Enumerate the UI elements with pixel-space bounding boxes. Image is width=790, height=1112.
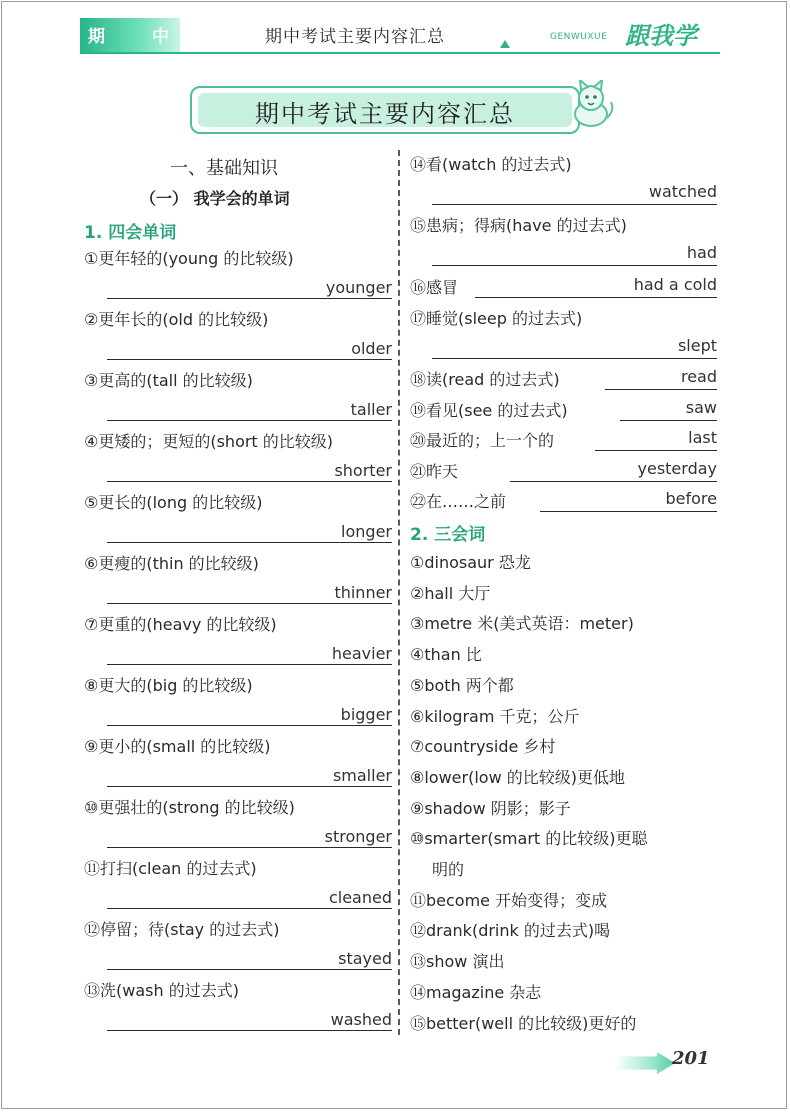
word-entry: ⑭magazine 杂志 [410,982,542,1002]
vocab-question: ⑥更瘦的(thin 的比较级) [84,554,259,573]
vocab-question: ⑱读(read 的过去式) [410,370,560,389]
vocab-question: ⑰睡觉(sleep 的过去式) [410,309,583,328]
vocab-question: ㉑昨天 [410,461,459,481]
vocab-answer: smaller [332,766,392,785]
header-tag [80,18,180,54]
answer-underline [432,265,717,266]
page-number: 201 [672,1048,710,1069]
vocab-question: ⑭看(watch 的过去式) [410,155,572,174]
word-entry: ⑥kilogram 千克；公斤 [410,706,580,726]
word-entry: ③metre 米(美式英语：meter) [410,614,634,634]
answer-underline [107,664,392,665]
answer-underline [107,298,392,299]
answer-underline [107,908,392,909]
section-heading: 一、基础知识 [170,158,278,179]
subsection-heading: （一） 我学会的单词 [140,189,290,208]
column-divider [398,150,400,1035]
vocab-question: ㉒在……之前 [410,492,507,511]
vocab-answer: bigger [340,705,392,724]
word-entry: ⑨shadow 阴影；影子 [410,798,571,818]
answer-underline [510,481,717,482]
vocab-question: ⑦更重的(heavy 的比较级) [84,615,277,634]
vocab-question: ⑩更强壮的(strong 的比较级) [84,798,295,817]
vocab-answer: had a cold [633,275,717,294]
vocab-answer: saw [685,397,717,417]
vocab-question: ⑨更小的(small 的比较级) [84,737,271,756]
vocab-answer: longer [341,522,392,541]
vocab-answer: older [351,339,392,358]
vocab-answer: heavier [331,644,392,663]
word-entry: ⑦countryside 乡村 [410,737,556,757]
vocab-answer: cleaned [328,888,392,907]
vocab-answer: watched [648,182,717,201]
word-entry: ②hall 大厅 [410,583,491,603]
vocab-question: ⑤更长的(long 的比较级) [84,493,263,512]
answer-underline [107,603,392,604]
word-entry: ⑪become 开始变得；变成 [410,890,608,910]
header-rule [80,52,720,54]
word-entry: ⑤both 两个都 [410,675,514,695]
vocab-answer: before [665,489,717,508]
banner-title: 期中考试主要内容汇总 [255,100,515,128]
answer-underline [107,481,392,482]
title-banner [190,86,580,134]
vocab-answer: shorter [334,461,392,480]
vocab-answer: stronger [324,827,392,846]
header-tag-2: 中 [152,27,171,47]
vocab-answer: younger [325,278,392,297]
word-entry: ⑫drank(drink 的过去式)喝 [410,921,611,941]
answer-underline [107,542,392,543]
answer-underline [605,389,717,390]
answer-underline [432,358,717,359]
answer-underline [107,786,392,787]
vocab-question: ②更年长的(old 的比较级) [84,310,269,329]
word-entry: ⑧lower(low 的比较级)更低地 [410,767,625,787]
header-brand: 跟我学 [625,21,697,50]
answer-underline [107,969,392,970]
word-entry: ⑮better(well 的比较级)更好的 [410,1013,637,1033]
vocab-question: ⑳最近的；上一个的 [410,431,555,450]
header-title: 期中考试主要内容汇总 [265,27,445,47]
vocab-answer: yesterday [637,458,717,478]
answer-underline [475,297,717,298]
three-words-heading: 2. 三会词 [410,525,486,545]
vocab-question: ⑧更大的(big 的比较级) [84,676,253,695]
answer-underline [107,847,392,848]
answer-underline [432,204,717,205]
vocab-question: ⑲看见(see 的过去式) [410,400,568,420]
header-brand-en: GENWUXUE [550,32,608,42]
vocab-question: ⑫停留；待(stay 的过去式) [84,920,280,939]
page-header [80,14,720,54]
answer-underline [540,511,717,512]
vocab-answer: slept [677,336,717,355]
word-entry: ④than 比 [410,645,482,665]
vocab-answer: last [688,428,717,447]
vocab-question: ①更年轻的(young 的比较级) [84,249,294,268]
vocab-question: ⑬洗(wash 的过去式) [84,981,239,1000]
word-entry: ⑩smarter(smart 的比较级)更聪 [410,829,648,849]
vocab-answer: washed [330,1010,392,1029]
answer-underline [107,1030,392,1031]
vocab-answer: had [686,243,717,262]
vocab-question: ④更矮的；更短的(short 的比较级) [84,432,334,451]
header-tag-1: 期 [88,27,107,47]
four-words-heading: 1. 四会单词 [84,223,177,243]
vocab-question: ⑯感冒 [410,278,459,297]
vocab-question: ③更高的(tall 的比较级) [84,371,253,390]
word-entry: ⑬show 演出 [410,952,505,972]
cat-mascot-icon [565,80,617,130]
answer-underline [620,420,717,421]
vocab-answer: read [680,367,717,386]
vocab-question: ⑪打扫(clean 的过去式) [84,859,257,878]
vocab-answer: taller [350,400,392,419]
answer-underline [595,450,717,451]
word-entry: 明的 [432,860,465,879]
header-triangle-icon [500,40,510,48]
answer-underline [107,725,392,726]
vocab-question: ⑮患病；得病(have 的过去式) [410,216,627,235]
answer-underline [107,359,392,360]
word-entry: ①dinosaur 恐龙 [410,553,531,572]
vocab-answer: stayed [338,949,392,968]
vocab-answer: thinner [334,583,392,602]
answer-underline [107,420,392,421]
